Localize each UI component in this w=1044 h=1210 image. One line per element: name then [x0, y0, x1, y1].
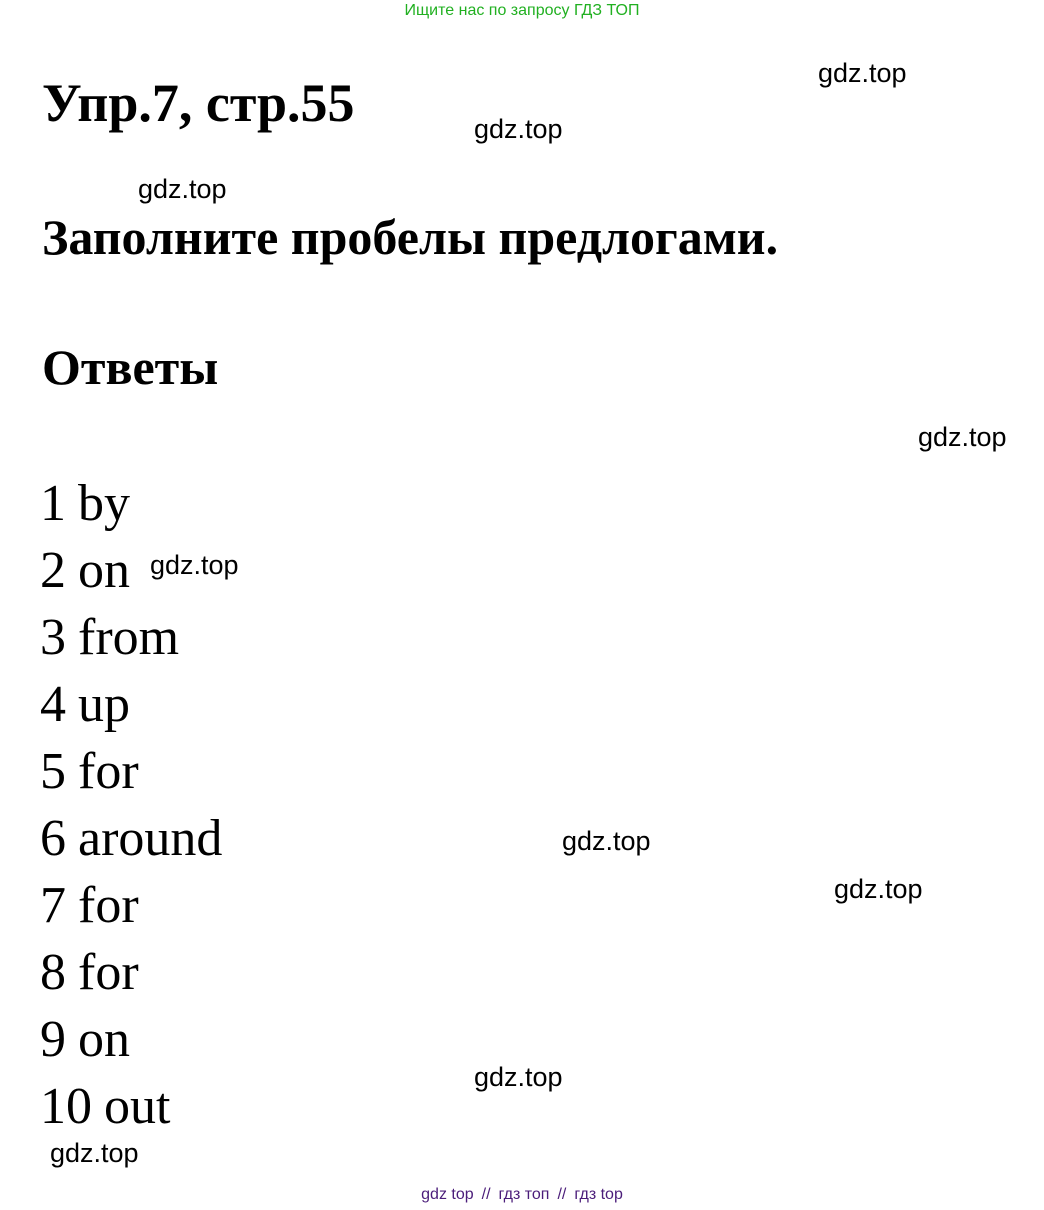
watermark: gdz.top [150, 550, 239, 580]
watermark: gdz.top [918, 422, 1007, 452]
answer-number: 5 [40, 743, 66, 800]
answer-item [40, 671, 222, 738]
answer-number: 9 [40, 1011, 66, 1068]
top-banner: Ищите нас по запросу ГДЗ ТОП [404, 2, 640, 19]
answer-text: up [78, 676, 130, 733]
footer-links [0, 1186, 1044, 1204]
watermark: gdz.top [834, 874, 923, 904]
answer-item [40, 470, 222, 537]
answer-item [40, 604, 222, 671]
answer-item [40, 939, 222, 1006]
watermark: gdz.top [474, 1062, 563, 1092]
watermark: gdz.top [138, 174, 227, 204]
answer-text: around [78, 810, 223, 867]
answer-number: 8 [40, 944, 66, 1001]
answer-text: from [78, 609, 180, 666]
task-text: Заполните пробелы предлогами. [42, 209, 779, 265]
answer-number: 7 [40, 877, 66, 934]
answer-number: 2 [40, 542, 66, 599]
answer-number: 3 [40, 609, 66, 666]
answer-text: on [78, 542, 130, 599]
answer-item [40, 872, 222, 939]
answer-text: for [78, 877, 139, 934]
answer-text: for [78, 743, 139, 800]
answer-item [40, 805, 222, 872]
footer-link-gdz-top-mixed[interactable]: гдз top [574, 1186, 623, 1203]
watermark: gdz.top [818, 58, 907, 88]
answer-number: 1 [40, 475, 66, 532]
answer-item [40, 1073, 222, 1140]
page-title: Упр.7, стр.55 [42, 73, 355, 133]
watermark: gdz.top [50, 1138, 139, 1168]
answers-heading: Ответы [42, 339, 219, 395]
answer-item [40, 1006, 222, 1073]
footer-separator: // [557, 1186, 567, 1203]
answer-number: 6 [40, 810, 66, 867]
answer-number: 10 [40, 1078, 92, 1135]
footer-link-gdz-top-ru[interactable]: гдз топ [498, 1186, 550, 1203]
answer-text: on [78, 1011, 130, 1068]
watermark: gdz.top [474, 114, 563, 144]
answer-text: out [104, 1078, 171, 1135]
answer-number: 4 [40, 676, 66, 733]
answer-item [40, 738, 222, 805]
footer-separator: // [481, 1186, 491, 1203]
answer-text: for [78, 944, 139, 1001]
footer-link-gdz-top[interactable]: gdz top [421, 1186, 474, 1203]
answer-text: by [78, 475, 130, 532]
watermark: gdz.top [562, 826, 651, 856]
